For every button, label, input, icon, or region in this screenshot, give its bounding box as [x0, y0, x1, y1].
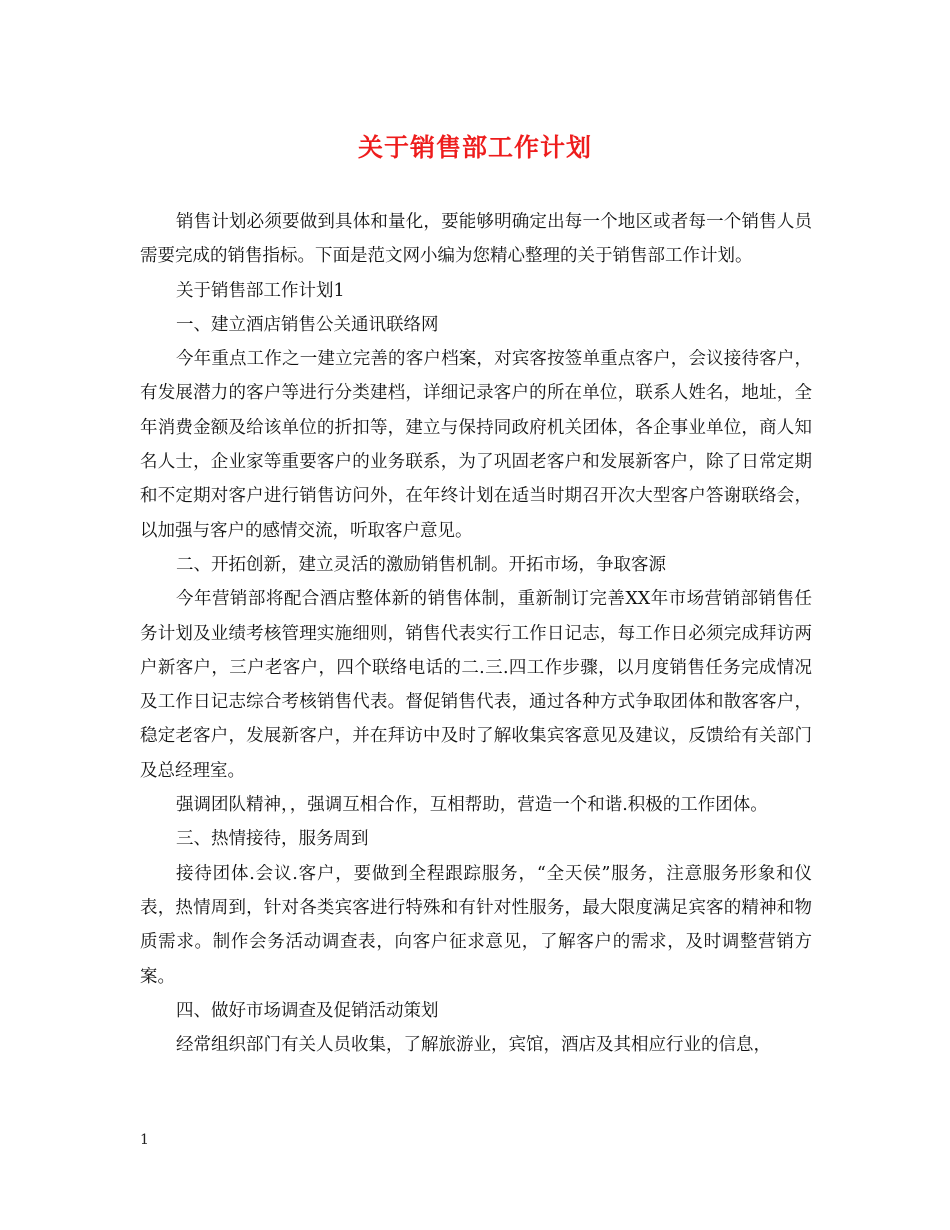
section-heading: 关于销售部工作计划1 — [176, 280, 345, 301]
paragraph: 销售计划必须要做到具体和量化，要能够明确定出每一个地区或者每一个销售人员需要完成的销售指标。下面是范文网小编为您精心整理的关于销售部工作计划。 — [140, 212, 812, 267]
paragraph: 经常组织部门有关人员收集，了解旅游业，宾馆，酒店及其相应行业的信息， — [176, 1035, 771, 1056]
section-heading: 三、热情接待，服务周到 — [176, 829, 369, 850]
paragraph: 接待团体.会议.客户，要做到全程跟踪服务，“全天侯”服务，注意服务形象和仪表，热情周到，针对各类宾客进行特殊和有针对性服务，最大限度满足宾客的精神和物质需求。制作会务活动调查表，向客户征求意见，了解客户的需求，及时调整营销方案。 — [140, 863, 812, 987]
paragraph: 今年重点工作之一建立完善的客户档案，对宾客按签单重点客户，会议接待客户，有发展潜力的客户等进行分类建档，详细记录客户的所在单位，联系人姓名，地址，全年消费金额及给该单位的折扣等，建立与保持同政府机关团体，各企事业单位，商人知名人士，企业家等重要客户的业务联系，为了巩固老客户和发展新客户，除了日常定期和不定期对客户进行销售访问外，在年终计划在适当时期召开次大型客户答谢联络会，以加强与客户的感情交流，听取客户意见。 — [140, 349, 812, 541]
paragraph: 今年营销部将配合酒店整体新的销售体制，重新制订完善XX年市场营销部销售任务计划及业绩考核管理实施细则，销售代表实行工作日记志，每工作日必须完成拜访两户新客户，三户老客户，四个联络电话的二.三.四工作步骤，以月度销售任务完成情况及工作日记志综合考核销售代表。督促销售代表，通过各种方式争取团体和散客客户，稳定老客户，发展新客户，并在拜访中及时了解收集宾客意见及建议，反馈给有关部门及总经理室。 — [140, 589, 812, 781]
section-heading: 二、开拓创新，建立灵活的激励销售机制。开拓市场，争取客源 — [176, 554, 666, 575]
page-number: 1 — [140, 1132, 149, 1148]
document-body — [140, 205, 812, 1062]
paragraph: 强调团队精神，，强调互相合作，互相帮助，营造一个和谐.积极的工作团体。 — [176, 795, 768, 816]
section-heading: 一、建立酒店销售公关通讯联络网 — [176, 314, 439, 335]
section-heading: 四、做好市场调查及促销活动策划 — [176, 1000, 439, 1021]
document-title: 关于销售部工作计划 — [357, 133, 592, 162]
